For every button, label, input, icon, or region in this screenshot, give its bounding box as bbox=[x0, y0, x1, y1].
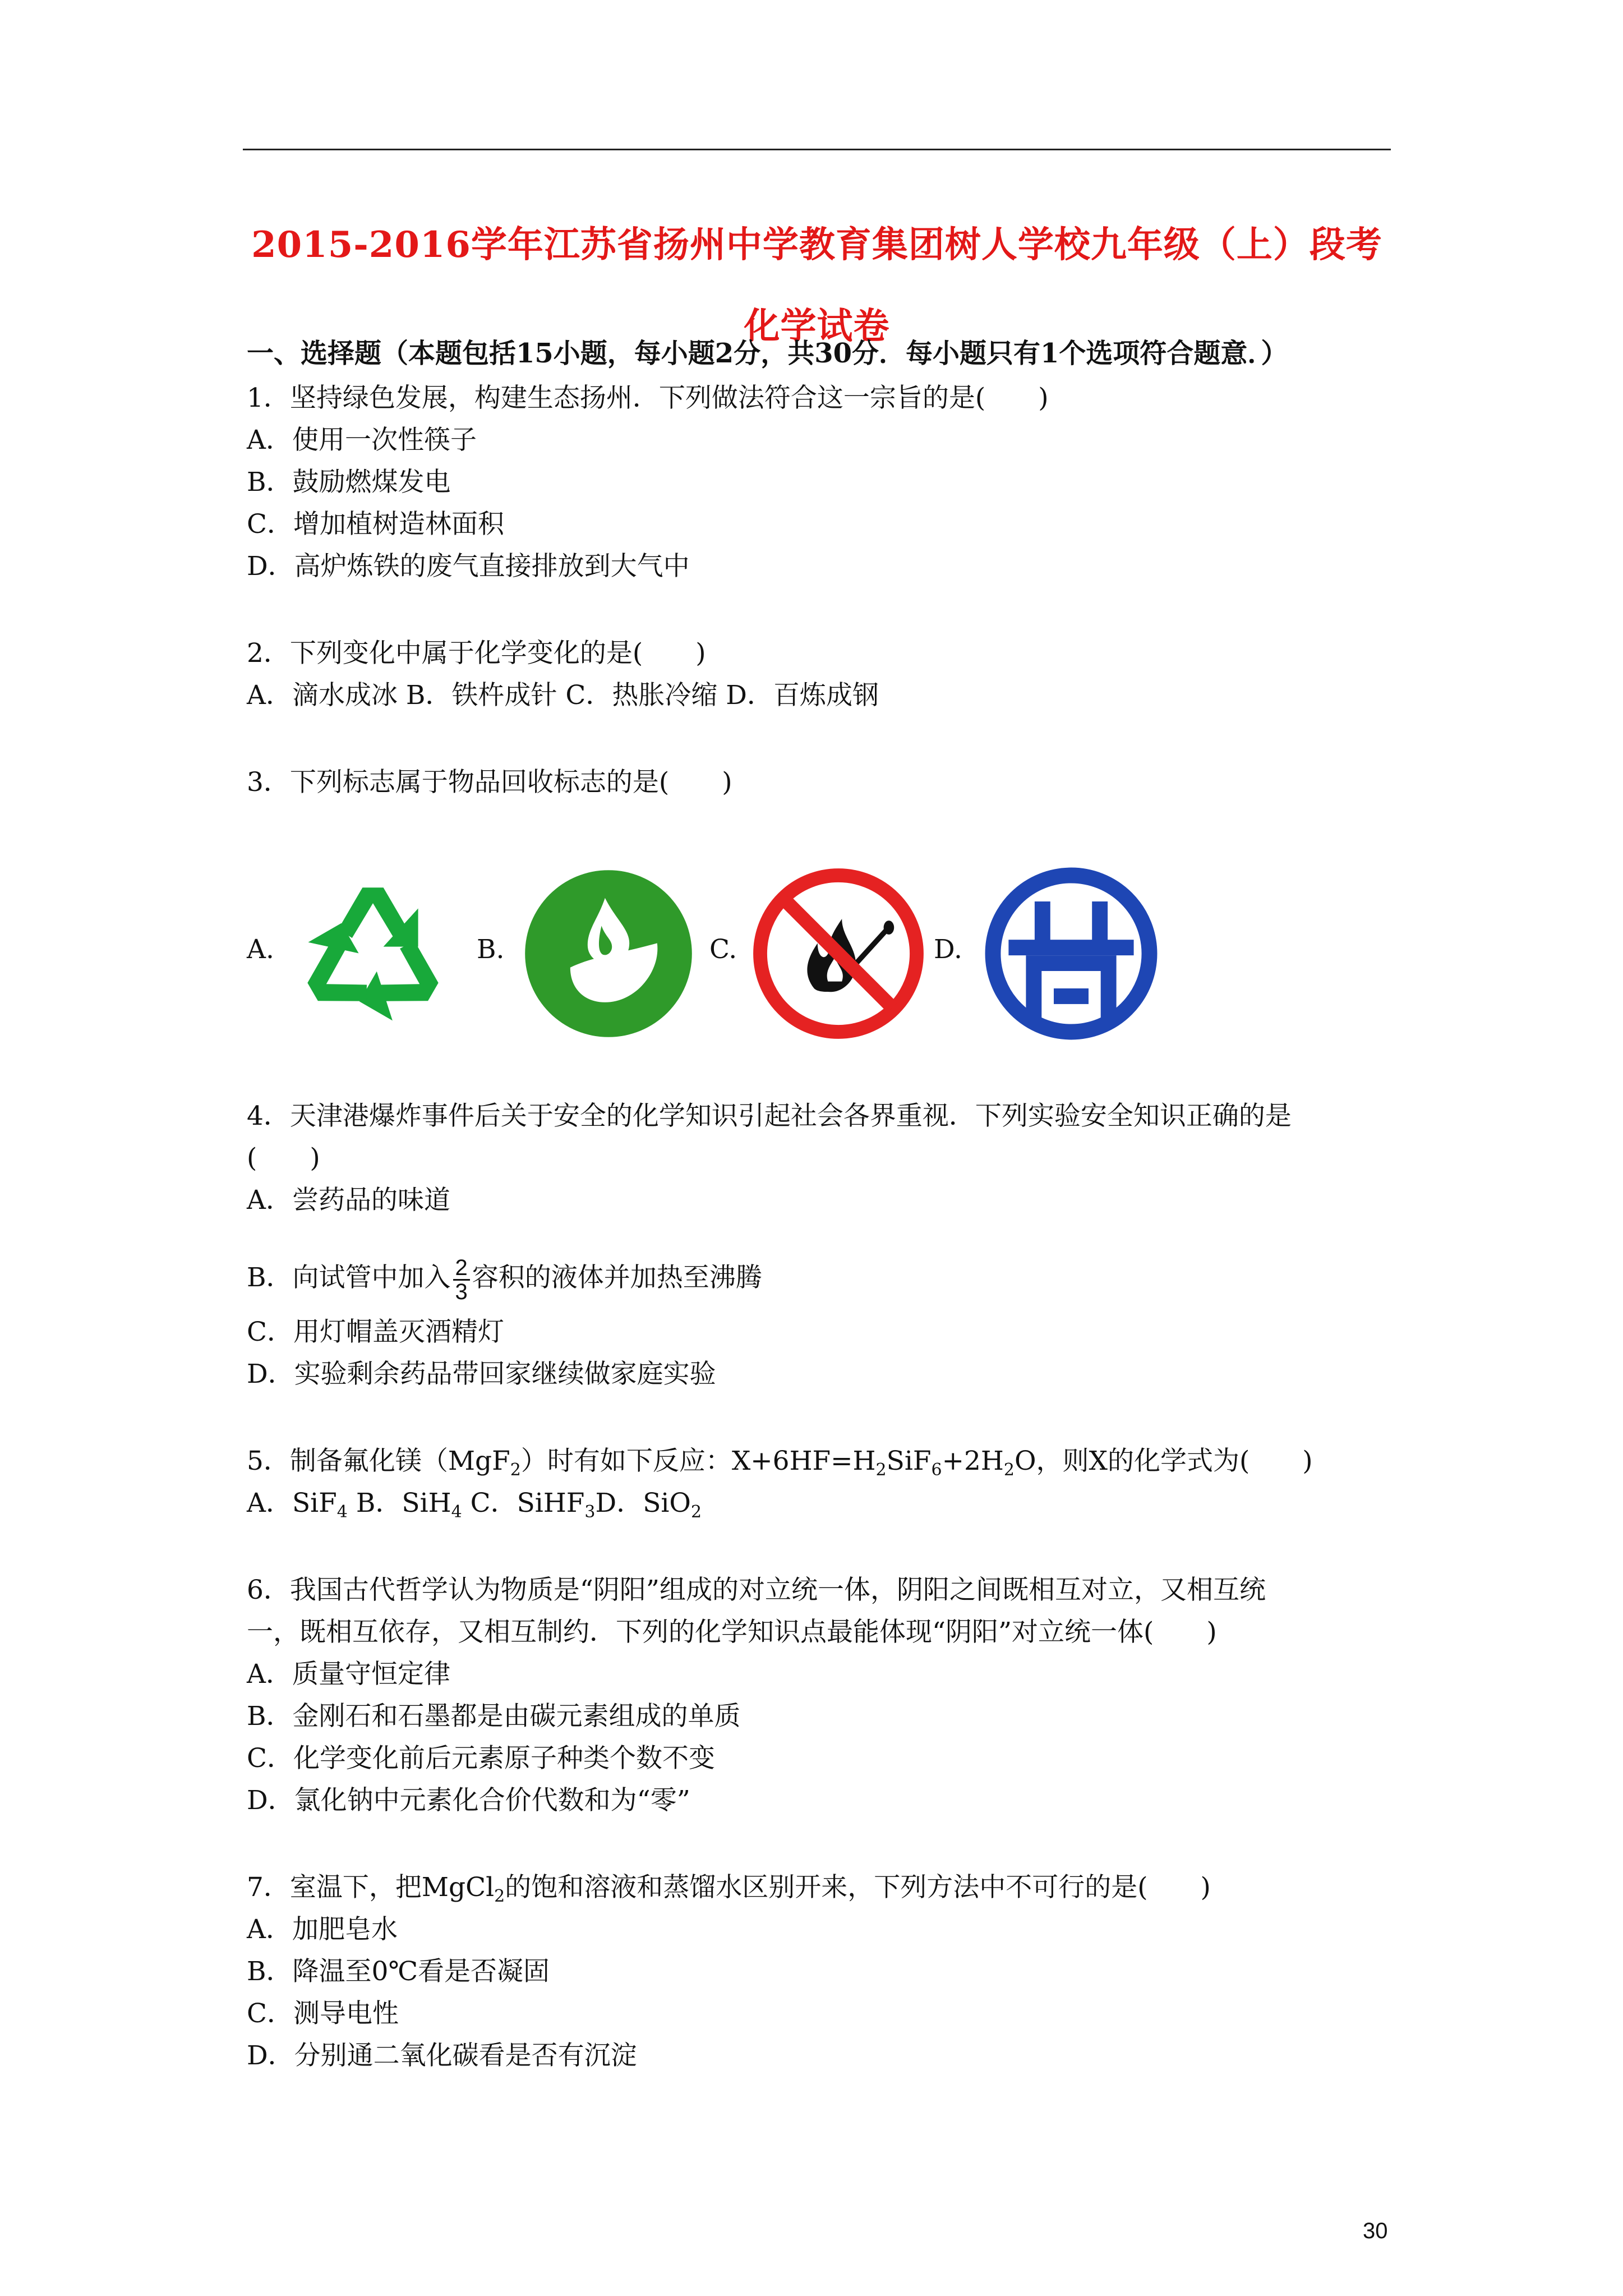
q4-option-b-prefix: B．向试管中加入 bbox=[247, 1262, 451, 1293]
fraction-numerator: 2 bbox=[453, 1257, 470, 1281]
q6-option-c: C．化学变化前后元素原子种类个数不变 bbox=[247, 1743, 715, 1774]
blue-circle-logo-icon bbox=[984, 867, 1158, 1041]
page-number: 30 bbox=[1363, 2219, 1388, 2243]
q1-option-a: A．使用一次性筷子 bbox=[247, 425, 477, 455]
q7-option-b: B．降温至0℃看是否凝固 bbox=[247, 1956, 550, 1987]
q6-stem-line-1: 6．我国古代哲学认为物质是“阴阳”组成的对立统一体，阴阳之间既相互对立，又相互统 bbox=[247, 1575, 1266, 1605]
q5-options bbox=[247, 1487, 702, 1529]
water-saving-icon bbox=[522, 867, 695, 1041]
q6-option-d: D．氯化钠中元素化合价代数和为“零” bbox=[247, 1785, 690, 1816]
subscript: 4 bbox=[451, 1502, 462, 1522]
subscript: 2 bbox=[510, 1460, 521, 1480]
q4-option-b bbox=[247, 1251, 762, 1305]
q5-option-c: C．SiHF bbox=[462, 1488, 585, 1519]
q4-option-a: A．尝药品的味道 bbox=[247, 1185, 450, 1216]
q1-stem: 1．坚持绿色发展，构建生态扬州．下列做法符合这一宗旨的是( ) bbox=[247, 383, 1049, 413]
q4-option-d: D．实验剩余药品带回家继续做家庭实验 bbox=[247, 1359, 716, 1389]
q5-stem-part: SiF bbox=[886, 1446, 932, 1476]
q5-stem-part: ）时有如下反应：X+6HF=H bbox=[520, 1446, 876, 1476]
q5-option-a: A．SiF bbox=[247, 1488, 337, 1519]
subscript: 2 bbox=[494, 1887, 505, 1906]
subscript: 2 bbox=[1003, 1460, 1015, 1480]
q5-option-b: B．SiH bbox=[347, 1488, 451, 1519]
q5-stem-part: 5．制备氟化镁（MgF bbox=[247, 1446, 510, 1476]
q6-option-a: A．质量守恒定律 bbox=[247, 1659, 450, 1690]
q1-option-b: B．鼓励燃煤发电 bbox=[247, 467, 451, 498]
q2-options: A．滴水成冰 B．铁杵成针 C．热胀冷缩 D．百炼成钢 bbox=[247, 680, 879, 711]
q6-option-b: B．金刚石和石墨都是由碳元素组成的单质 bbox=[247, 1701, 741, 1732]
subscript: 4 bbox=[336, 1502, 348, 1522]
title-line-2: 化学试卷 bbox=[744, 305, 890, 347]
subscript: 6 bbox=[931, 1460, 942, 1480]
q6-stem-line-2: 一，既相互依存，又相互制约．下列的化学知识点最能体现“阴阳”对立统一体( ) bbox=[247, 1617, 1217, 1648]
q7-stem bbox=[247, 1871, 1211, 1913]
q4-stem-line-2: ( ) bbox=[247, 1143, 320, 1174]
q7-option-c: C．测导电性 bbox=[247, 1998, 399, 2029]
q7-stem-part: 7．室温下，把MgCl bbox=[247, 1872, 495, 1903]
q3-option-d-label: D. bbox=[934, 934, 962, 965]
q3-stem: 3．下列标志属于物品回收标志的是( ) bbox=[247, 767, 732, 798]
q3-option-b-label: B. bbox=[477, 934, 505, 965]
q7-option-d: D．分别通二氧化碳看是否有沉淀 bbox=[247, 2040, 637, 2071]
q7-stem-part: 的饱和溶液和蒸馏水区别开来，下列方法中不可行的是( ) bbox=[505, 1872, 1211, 1903]
q5-stem-part: O，则X的化学式为( ) bbox=[1014, 1446, 1313, 1476]
q1-option-d: D．高炉炼铁的废气直接排放到大气中 bbox=[247, 551, 690, 582]
fraction-denominator: 3 bbox=[455, 1279, 468, 1304]
recycle-icon bbox=[286, 867, 460, 1041]
section-heading: 一、选择题（本题包括15小题，每小题2分，共30分．每小题只有1个选项符合题意．） bbox=[247, 338, 1288, 369]
header-rule bbox=[243, 149, 1391, 150]
no-fire-icon bbox=[751, 867, 925, 1041]
q3-option-a-label: A. bbox=[247, 934, 274, 965]
q1-option-c: C．增加植树造林面积 bbox=[247, 509, 504, 540]
q4-stem-line-1: 4．天津港爆炸事件后关于安全的化学知识引起社会各界重视．下列实验安全知识正确的是 bbox=[247, 1101, 1292, 1131]
q2-stem: 2．下列变化中属于化学变化的是( ) bbox=[247, 638, 706, 669]
q5-stem bbox=[247, 1444, 1313, 1487]
subscript: 2 bbox=[690, 1502, 702, 1522]
subscript: 3 bbox=[584, 1502, 596, 1522]
q4-option-b-suffix: 容积的液体并加热至沸腾 bbox=[472, 1262, 762, 1293]
q7-option-a: A．加肥皂水 bbox=[247, 1914, 398, 1945]
q5-option-d: D．SiO bbox=[595, 1488, 691, 1519]
q3-option-c-label: C. bbox=[709, 934, 737, 965]
fraction bbox=[453, 1257, 470, 1303]
q5-stem-part: +2H bbox=[942, 1446, 1004, 1476]
title-line-1: 2015-2016学年江苏省扬州中学教育集团树人学校九年级（上）段考 bbox=[251, 224, 1382, 266]
subscript: 2 bbox=[875, 1460, 887, 1480]
q4-option-c: C．用灯帽盖灭酒精灯 bbox=[247, 1317, 504, 1347]
